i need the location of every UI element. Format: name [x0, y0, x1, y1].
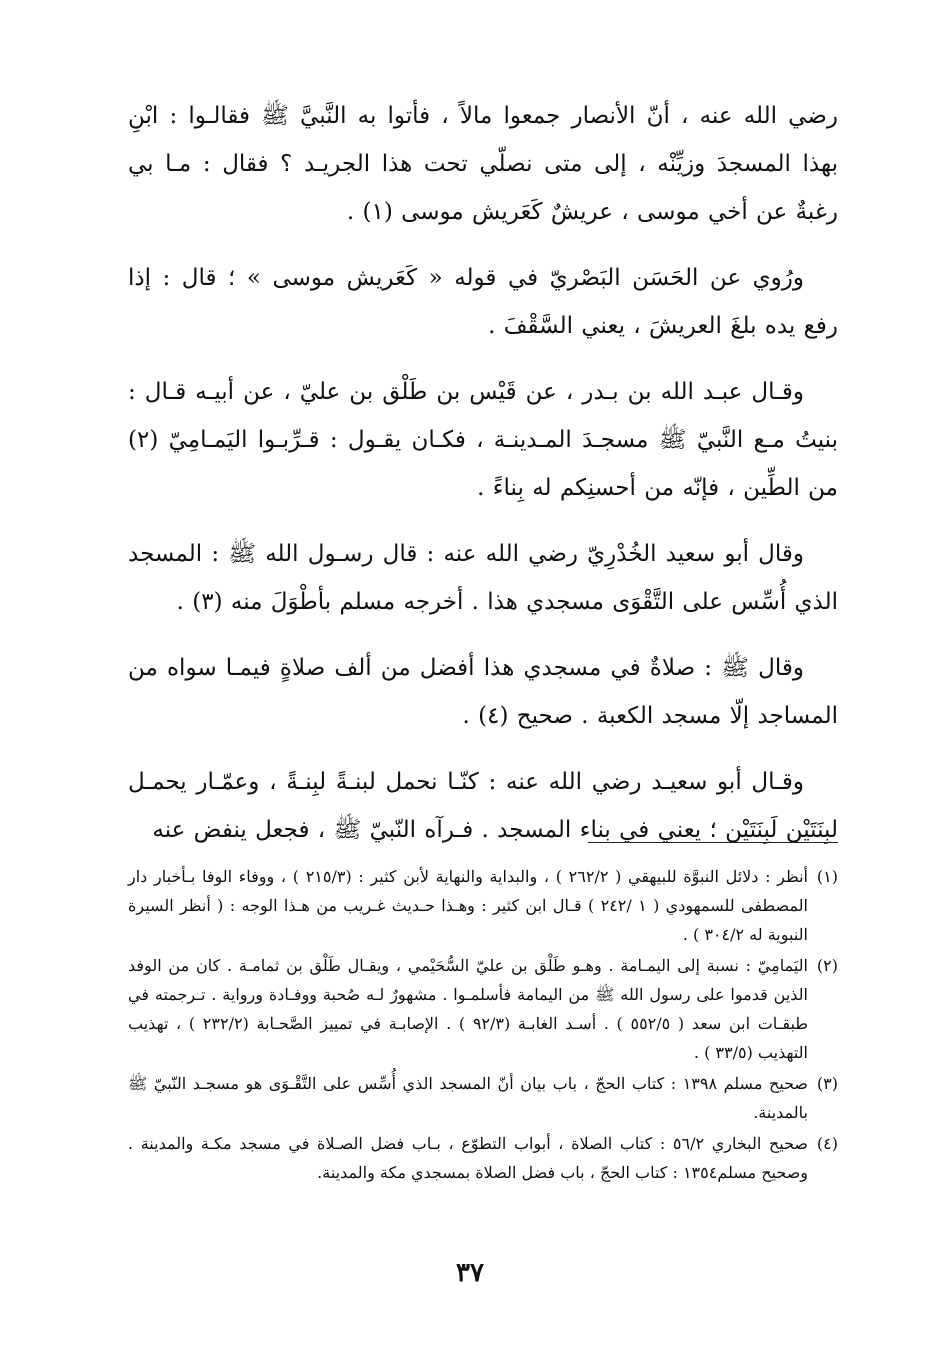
footnote-4-text: صحيح البخاري ٥٦/٢ : كتاب الصلاة ، أبواب التطوّع ، بـاب فضل الصـلاة في مسجد مكـة والمدينة . وصحيح مسلم١٣٥٤ : كتاب الحجّ ، باب فضل الصلاة بمسجدي مكة والمدينة. [128, 1134, 809, 1182]
footnote-1 [128, 862, 838, 949]
paragraph-3: وقـال عبـد الله بن بـدر ، عن قَيْس بن طَلْق بن عليّ ، عن أبيـه قـال : بنيتُ مـع النَّبيّ ﷺ مسجـدَ المـدينـة ، فكـان يقـول : قـرِّبـوا اليَمـامِيّ (٢) من الطِّين ، فإنّه من أحسنِكم له بِناءً . [128, 379, 838, 501]
footnote-2-number: (٢) [816, 956, 838, 975]
footnote-rule [588, 842, 838, 843]
paragraph-6: وقـال أبو سعيـد رضي الله عنه : كنّـا نحمل لبنـةً لبِنـةً ، وعمّـار يحمـل لبِنَتَيْن لَبِنَتَيْن ؛ يعني في بناء المسجد . فـرآه النّبيّ ﷺ ، فجعل ينفض عنه [128, 769, 838, 843]
main-text-body [128, 92, 838, 872]
footnote-separator [128, 842, 838, 843]
footnote-2-text: اليَمامِيّ : نسبة إلى اليمـامة . وهـو طَلْق بن عليّ السُّحَيْمي ، ويقـال طَلْق بن ثمامـة . كان من الوفد الذين قدموا على رسول الله ﷺ من اليمامة فأسلمـوا . مشهورٌ لـه صُحبة ووفـادة ورواية . تـرجمته في طبقـات ابن سعد ( ٥٥٢/٥ ) . أسـد الغابـة (٩٢/٣ ) . الإصابـة في تمييز الصَّحـابة (٢٣٢/٢ ) ، تهذيب التهذيب (٣٣/٥ ) . [128, 956, 809, 1062]
footnotes-section [128, 862, 838, 1189]
page-number: ٣٧ [456, 1258, 484, 1288]
footnote-1-text: أنظر : دلائل النبوَّة للبيهقي ( ٢٦٢/٢ ) ، والبداية والنهاية لأبن كثير : (٢١٥/٣ ) ، ووفاء الوفا بـأخبار دار المصطفى للسمهودي ( ١ /٢٤٢ ) قـال ابن كثير : وهـذا حـديث غـريب من هـذا الوجه : ( أنظر السيرة النبوية له ٣٠٤/٢ ) . [128, 867, 808, 944]
footnote-3-number: (٣) [816, 1074, 838, 1093]
paragraph-1: رضي الله عنه ، أنّ الأنصار جمعوا مالاً ، فأتوا به النَّبيَّ ﷺ فقالـوا : ابْنِ بهذا المسجدَ وزيِّنْه ، إلى متى نصلّي تحت هذا الجريـد ؟ فقال : مـا بي رغبةٌ عن أخي موسى ، عريشٌ كَعَريش موسى (١) . [128, 103, 838, 225]
footnote-3-text: صحيح مسلم ١٣٩٨ : كتاب الحجّ ، باب بيان أنّ المسجد الذي أُسِّس على التَّقْـوَى هو مسجـد النّبيّ ﷺ بالمدينة. [128, 1074, 809, 1122]
paragraph-2: ورُوي عن الحَسَن البَصْريّ في قوله « كَعَريش موسى » ؛ قال : إذا رفع يده بلغَ العريشَ ، يعني السَّقْفَ . [128, 265, 838, 339]
paragraph-5: وقال ﷺ : صلاةٌ في مسجدي هذا أفضل من ألف صلاةٍ فيمـا سواه من المساجد إلّا مسجد الكعبة . صحيح (٤) . [128, 655, 838, 729]
footnote-3 [128, 1069, 838, 1127]
footnote-2 [128, 951, 838, 1067]
footnote-4 [128, 1129, 838, 1187]
footnote-4-number: (٤) [816, 1134, 838, 1153]
paragraph-4: وقال أبو سعيد الخُدْرِيّ رضي الله عنه : قال رسـول الله ﷺ : المسجد الذي أُسِّس على التَّقْوَى مسجدي هذا . أخرجه مسلم بأطْوَلَ منه (٣) . [128, 541, 838, 615]
footnote-1-number: (١) [816, 867, 838, 886]
